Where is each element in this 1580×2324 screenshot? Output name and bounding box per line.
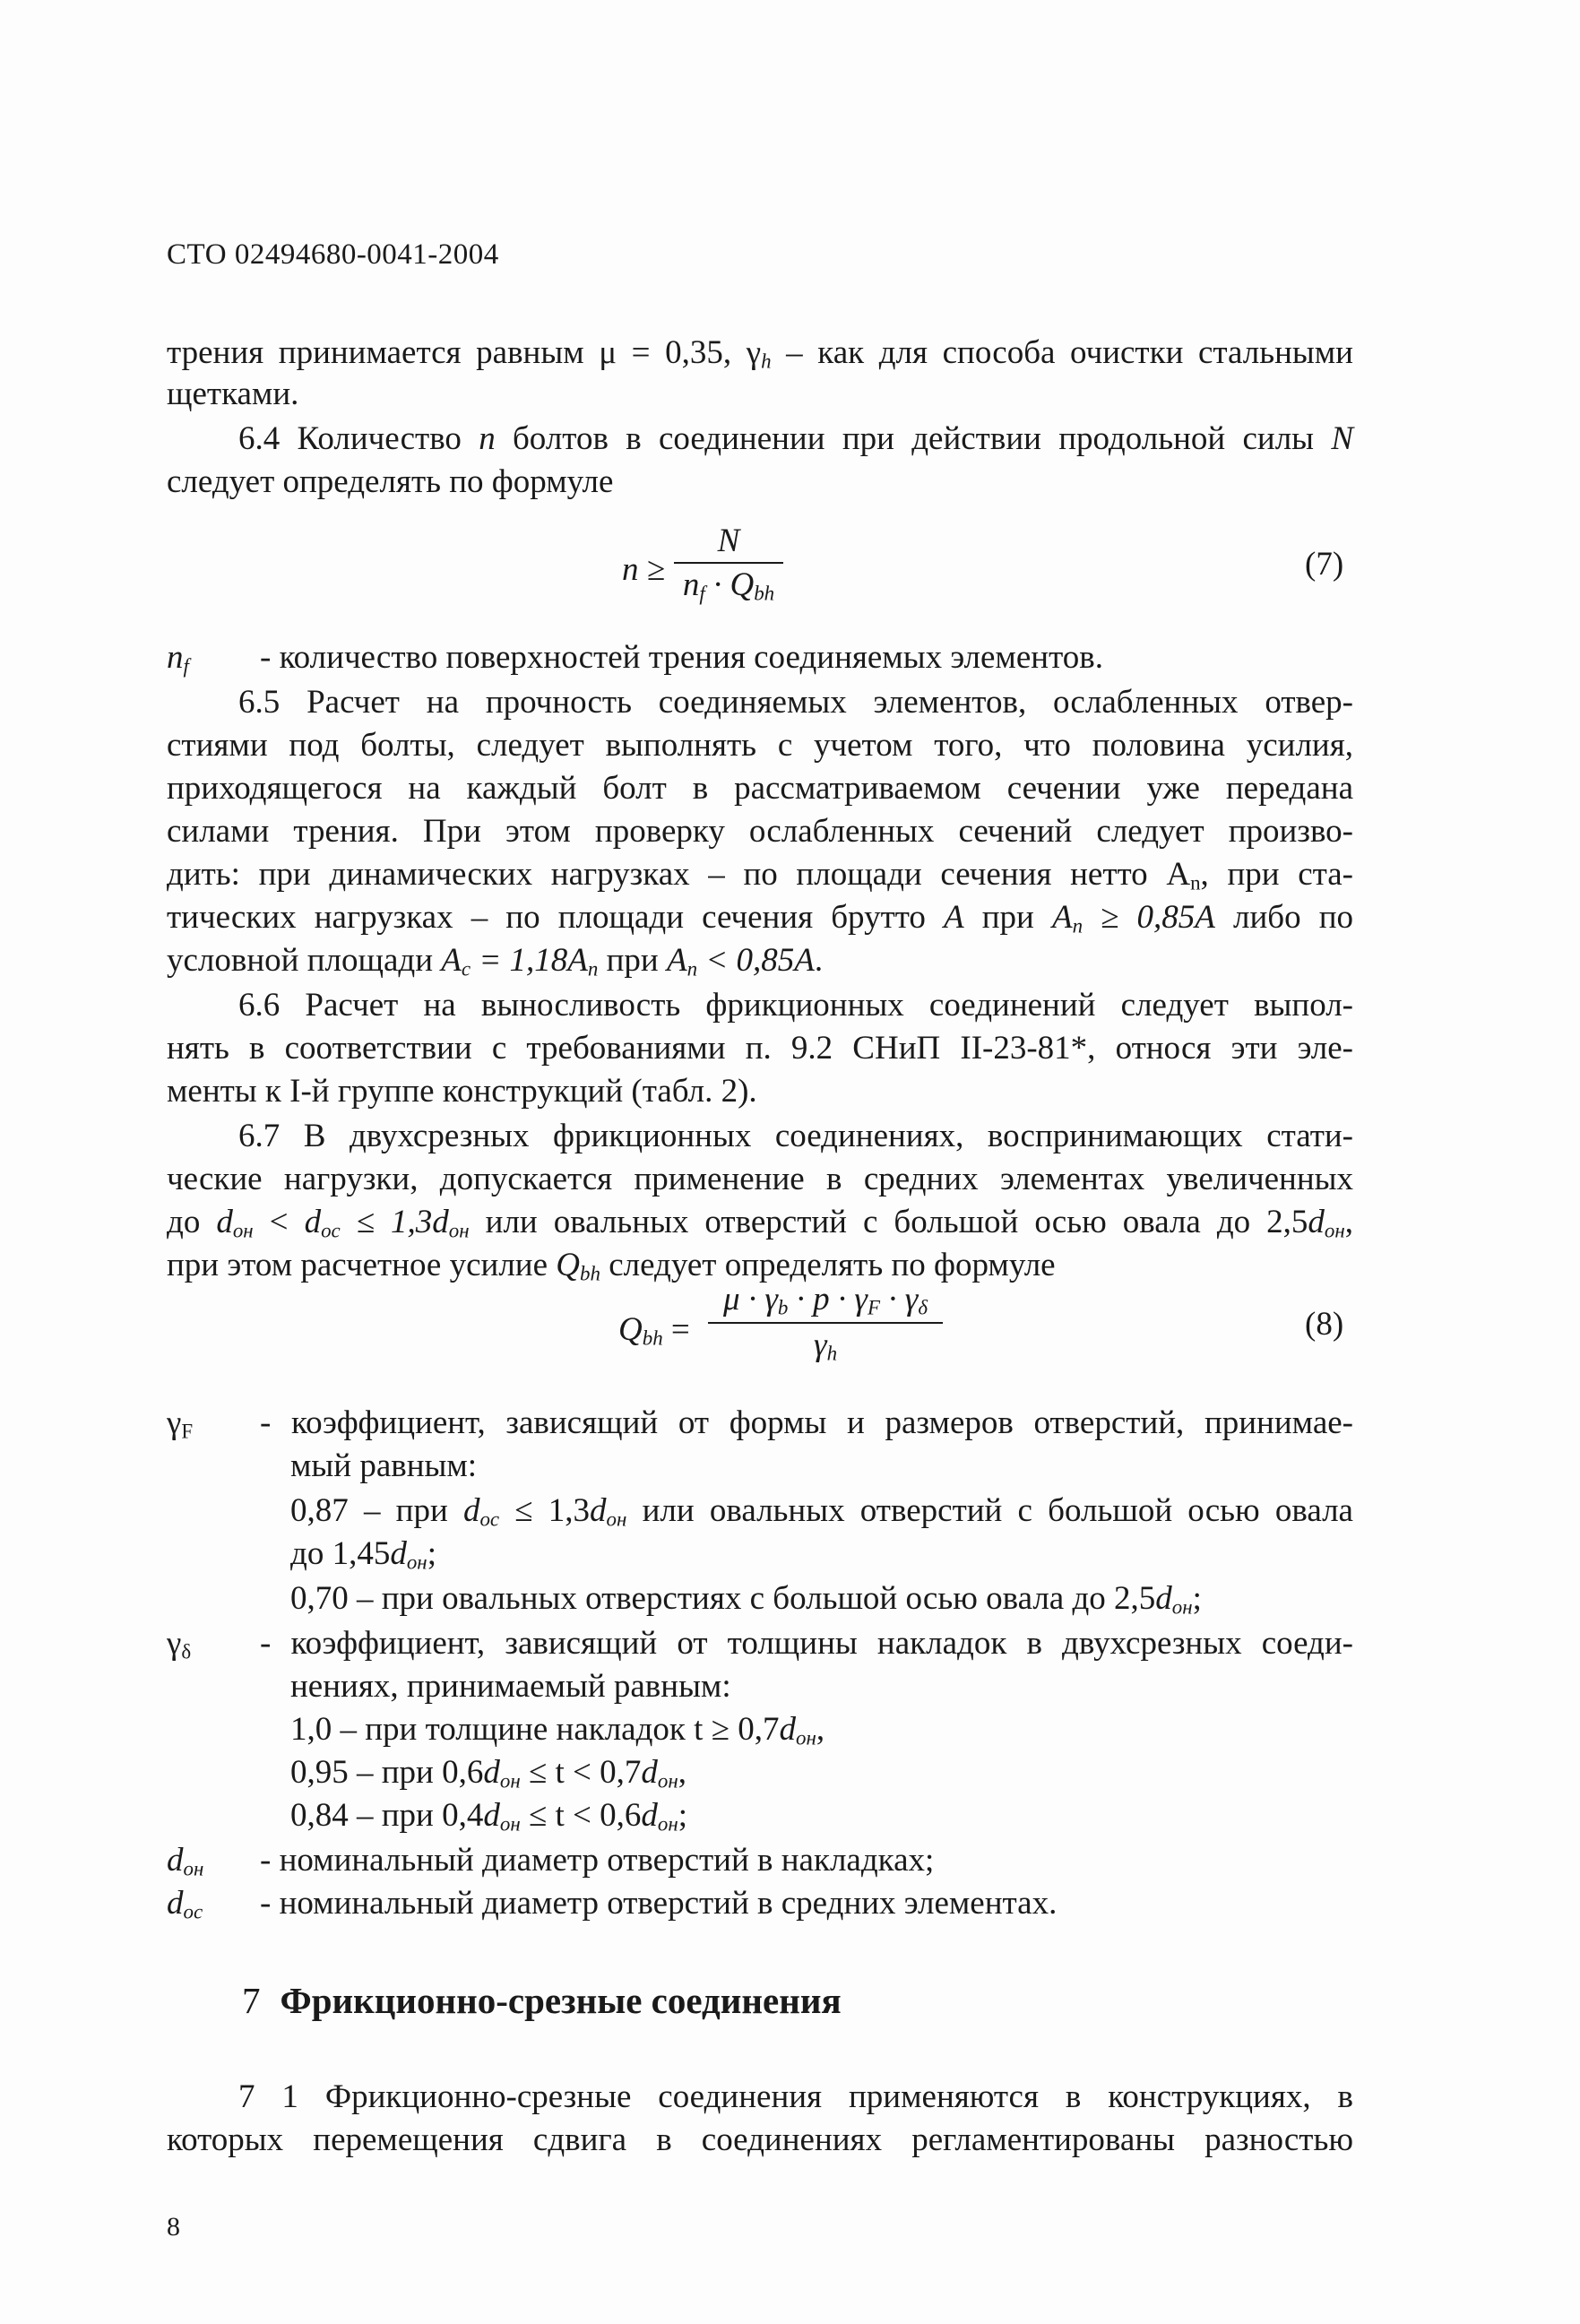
clause-7-1-line: 7 1 Фрикционно-срезные соединения применяются в конструкциях, в: [238, 2078, 1353, 2115]
clause-6-7-line: до $d_{он} < d_{ос} \le 1,3d_{он}$ или овальных отверстий с большой осью овала до $2,5d_{он}$,: [167, 1204, 1354, 1242]
section-heading: 7 Фрикционно-срезные соединения: [242, 1980, 842, 2021]
definition-gamma-f: - коэффициент, зависящий от формы и размеров отверстий, принимае-: [260, 1404, 1353, 1441]
clause-6-7-line: ческие нагрузки, допускается применение в средних элементах увеличенных: [167, 1161, 1353, 1197]
symbol-d-on: $d_{он}$: [167, 1842, 204, 1880]
equation-8-fraction: [708, 1280, 943, 1365]
definition-d-on: - номинальный диаметр отверстий в накладках;: [260, 1842, 935, 1879]
definition-d-oc: - номинальный диаметр отверстий в средних элементах.: [260, 1885, 1058, 1922]
equation-7-fraction: [674, 522, 783, 606]
equation-7-lhs: n ≥: [622, 551, 666, 588]
fraction-bar: [674, 562, 783, 564]
clause-6-4-line: следует определять по формуле: [167, 463, 614, 500]
definition-nf: - количество поверхностей трения соединяемых элементов.: [260, 639, 1103, 676]
clause-6-6-line: 6.6 Расчет на выносливость фрикционных соединений следует выпол-: [238, 987, 1353, 1024]
paragraph-line: щетками.: [167, 376, 299, 412]
gamma-delta-value: 0,84 – при $0,4d_{он} \le t < 0,6d_{он}$;: [290, 1797, 688, 1836]
clause-6-5-line: условной площади $A_c = 1,18A_n$ при $A_n < 0,85A$.: [167, 942, 824, 981]
clause-6-4-line: 6.4 Количество n болтов в соединении при действии продольной силы N: [238, 420, 1354, 457]
gamma-f-value: до $1,45d_{он}$;: [290, 1535, 436, 1574]
equation-7-numerator: N: [717, 523, 740, 559]
paragraph-line: трения принимается равным μ = 0,35, $\gamma_h$ – как для способа очистки стальными: [167, 334, 1353, 373]
equation-8-number: (8): [1305, 1306, 1344, 1343]
clause-6-5-line: силами трения. При этом проверку ослабленных сечений следует произво-: [167, 813, 1353, 850]
clause-6-5-line: тических нагрузках – по площади сечения брутто A при $A_n \ge 0,85A$ либо по: [167, 899, 1354, 937]
definition-gamma-delta: нениях, принимаемый равным:: [290, 1668, 731, 1705]
clause-6-7-line: при этом расчетное усилие $Q_{bh}$ следует определять по формуле: [167, 1247, 1056, 1285]
equation-7-denominator: $n_f \cdot Q_{bh}$: [682, 566, 775, 605]
clause-6-5-line: дить: при динамических нагрузках – по площади сечения нетто $А_n$, при ста-: [167, 856, 1354, 894]
gamma-delta-value: 1,0 – при толщине накладок $t \ge 0,7d_{он}$,: [290, 1711, 825, 1749]
equation-8-numerator: $\mu \cdot \gamma_b \cdot p \cdot \gamma_F \cdot \gamma_\delta$: [723, 1281, 928, 1319]
symbol-gamma-delta: $\gamma_\delta$: [167, 1625, 192, 1663]
gamma-delta-value: 0,95 – при $0,6d_{он} \le t < 0,7d_{он}$,: [290, 1754, 687, 1793]
clause-7-1-line: которых перемещения сдвига в соединениях регламентированы разностью: [167, 2121, 1353, 2158]
document-header: СТО 02494680-0041-2004: [167, 238, 499, 271]
clause-6-6-line: менты к I-й группе конструкций (табл. 2).: [167, 1073, 757, 1110]
equation-7-number: (7): [1305, 546, 1344, 583]
definition-gamma-delta: - коэффициент, зависящий от толщины накладок в двухсрезных соеди-: [260, 1625, 1353, 1662]
clause-6-6-line: нять в соответствии с требованиями п. 9.2 СНиП II-23-81*, относя эти эле-: [167, 1030, 1353, 1067]
gamma-f-value: 0,70 – при овальных отверстиях с большой осью овала до $2,5d_{он}$;: [290, 1580, 1202, 1619]
symbol-nf: $n_f$: [167, 639, 189, 678]
fraction-bar: [708, 1322, 943, 1324]
page-number: 8: [167, 2212, 180, 2242]
definition-gamma-f: мый равным:: [290, 1447, 478, 1484]
clause-6-5-line: приходящегося на каждый болт в рассматриваемом сечении уже передана: [167, 770, 1353, 807]
clause-6-5-line: стиями под болты, следует выполнять с учетом того, что половина усилия,: [167, 727, 1353, 764]
equation-8-lhs: $Q_{bh}$ =: [618, 1311, 690, 1350]
symbol-gamma-f: $\gamma_F$: [167, 1404, 194, 1443]
clause-6-5-line: 6.5 Расчет на прочность соединяемых элементов, ослабленных отвер-: [238, 684, 1353, 721]
symbol-d-oc: $d_{ос}$: [167, 1885, 203, 1923]
gamma-f-value: 0,87 – при $d_{ос} \le 1,3d_{он}$ или овальных отверстий с большой осью овала: [290, 1492, 1353, 1531]
clause-6-7-line: 6.7 В двухсрезных фрикционных соединениях, воспринимающих стати-: [238, 1118, 1353, 1154]
equation-8-denominator: $\gamma_h$: [813, 1326, 838, 1365]
